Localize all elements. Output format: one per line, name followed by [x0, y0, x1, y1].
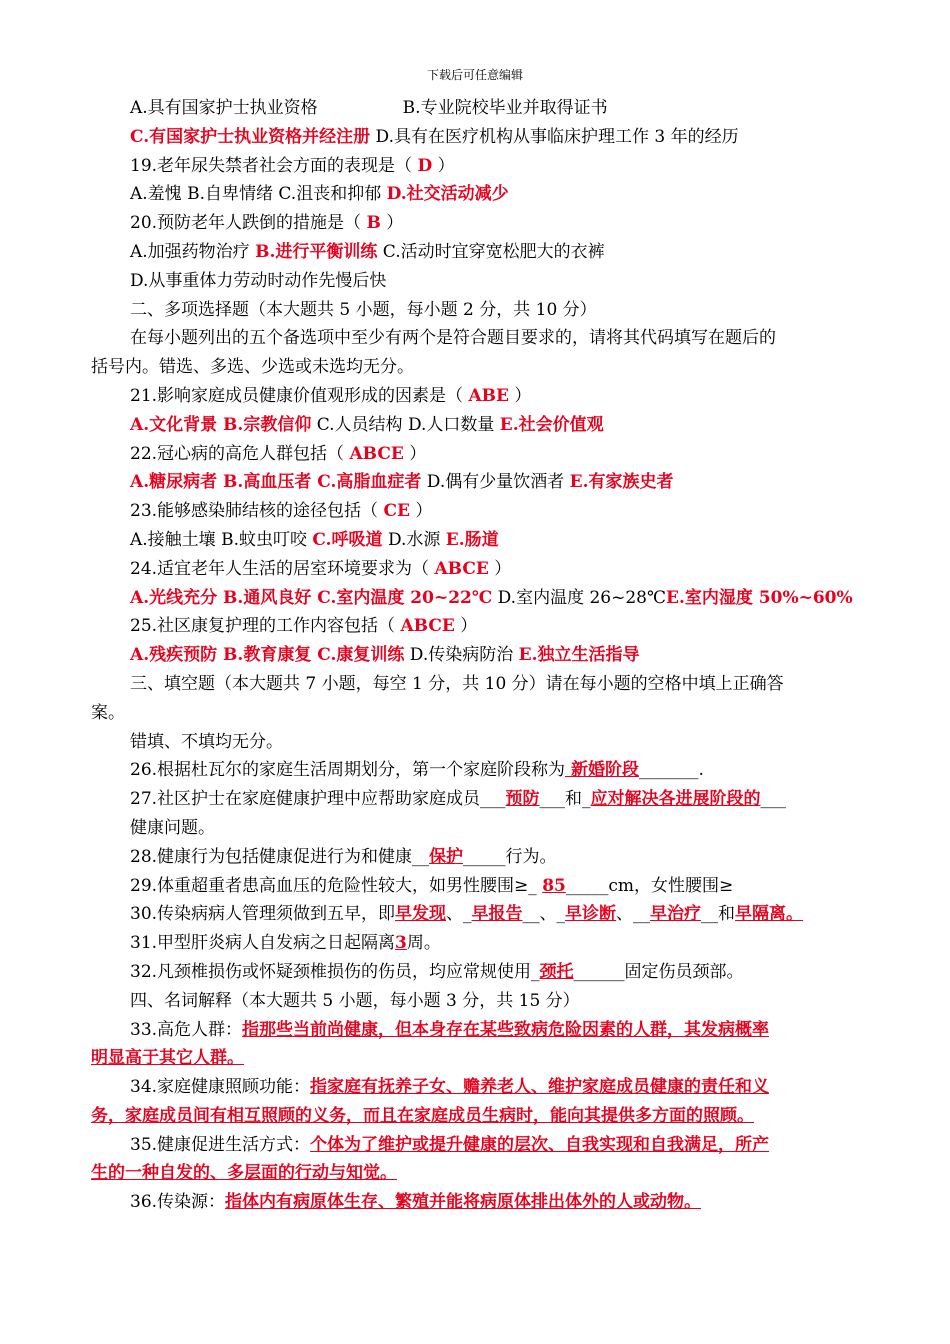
question-text: ___: [539, 789, 566, 810]
answer-text: ABCE: [349, 443, 404, 464]
question-text: _: [531, 961, 540, 982]
text-line: [91, 209, 866, 238]
page-header: 下载后可任意编辑: [426, 68, 523, 82]
answer-text: E.社会价值观: [499, 414, 604, 435]
question-text: 20.预防老年人跌倒的措施是（: [130, 213, 367, 234]
answer-text: D: [417, 155, 433, 176]
answer-text: B: [366, 213, 381, 234]
answer-text: 85: [542, 875, 566, 896]
answer-text: A.光线充分 B.通风良好 C.室内温度 20~22℃: [130, 587, 493, 608]
question-text: 、: [539, 904, 557, 925]
question-text: D.传染病防治: [404, 645, 519, 666]
answer-text: CE: [383, 501, 410, 522]
text-line: [91, 497, 866, 526]
text-line: [91, 555, 866, 584]
question-text: 27.社区护士在家庭健康护理中应帮助家庭成员: [130, 789, 481, 810]
question-text: ___: [760, 789, 787, 810]
question-text: 三、填空题（本大题共 7 小题，每空 1 分，共 10 分）请在每小题的空格中填上正确答: [130, 673, 784, 694]
text-line: [91, 411, 866, 440]
text-line: [91, 123, 866, 152]
text-line: [91, 785, 866, 814]
question-text: 四、名词解释（本大题共 5 小题，每小题 3 分，共 15 分）: [130, 990, 580, 1011]
text-line: [91, 296, 866, 325]
question-text: 32.凡颈椎损伤或怀疑颈椎损伤的伤员，均应常规使用: [130, 961, 532, 982]
answer-text: 早隔离。: [735, 904, 804, 925]
text-line: [91, 641, 866, 670]
answer-text: E.室内湿度 50%~60%: [666, 587, 853, 608]
question-text: D.从事重体力劳动时动作先慢后快: [130, 270, 387, 291]
question-text: 周。: [406, 933, 441, 954]
text-line: [91, 152, 866, 181]
question-text: C.人员结构 D.人口数量: [311, 414, 500, 435]
text-line: [91, 1102, 866, 1131]
answer-text: 指那些当前尚健康，但本身存在某些致病危险因素的人群，其发病概率: [242, 1019, 770, 1040]
question-text: 在每小题列出的五个备选项中至少有两个是符合题目要求的，请将其代码填写在题后的: [130, 328, 776, 349]
text-line: [91, 353, 866, 382]
question-text: _: [582, 789, 591, 810]
question-text: A.羞愧 B.自卑情绪 C.沮丧和抑郁: [130, 184, 387, 205]
question-text: ）: [508, 385, 532, 406]
question-text: A.接触土壤 B.蚊虫叮咬: [130, 529, 313, 550]
question-text: 25.社区康复护理的工作内容包括（: [130, 616, 401, 637]
question-text: ______: [573, 961, 625, 982]
question-text: 二、多项选择题（本大题共 5 小题，每小题 2 分，共 10 分）: [130, 299, 597, 320]
question-text: 案。: [91, 702, 125, 723]
question-text: D.室内温度 26~28℃: [492, 587, 666, 608]
answer-text: 早发现: [395, 904, 447, 925]
answer-text: A.文化背景 B.宗教信仰: [130, 414, 312, 435]
answer-text: ABCE: [400, 616, 455, 637]
text-line: [91, 1044, 866, 1073]
question-text: 和: [565, 789, 583, 810]
question-text: 30.传染病病人管理须做到五早，即: [130, 904, 396, 925]
question-text: _: [463, 904, 472, 925]
text-line: [91, 94, 866, 123]
question-text: 33.高危人群：: [130, 1019, 243, 1040]
answer-text: 务，家庭成员间有相互照顾的义务，而且在家庭成员生病时，能向其提供多方面的照顾。: [91, 1105, 754, 1126]
answer-text: D.社交活动减少: [386, 184, 509, 205]
answer-text: E.有家族史者: [569, 472, 674, 493]
question-text: 36.传染源：: [130, 1192, 226, 1213]
answer-text: 应对解决各进展阶段的: [590, 789, 761, 810]
text-line: [91, 958, 866, 987]
answer-text: 颈托: [539, 961, 574, 982]
answer-text: A.糖尿病者 B.高血压者 C.高脂血症者: [130, 472, 422, 493]
answer-text: 指体内有病原体生存、繁殖并能将病原体排出体外的人或动物。: [225, 1192, 702, 1213]
text-line: [91, 987, 866, 1016]
question-text: 26.根据杜瓦尔的家庭生活周期划分，第一个家庭阶段称为: [130, 760, 566, 781]
text-line: [91, 526, 866, 555]
text-line: [91, 324, 866, 353]
question-text: .: [698, 760, 704, 781]
text-line: [91, 670, 866, 699]
question-text: ）: [454, 616, 478, 637]
text-line: [91, 440, 866, 469]
question-text: 错填、不填均无分。: [130, 731, 283, 752]
question-text: 35.健康促进生活方式：: [130, 1134, 311, 1155]
question-text: 21.影响家庭成员健康价值观形成的因素是（: [130, 385, 469, 406]
text-line: [91, 1016, 866, 1045]
document-body: [91, 94, 866, 1217]
text-line: [91, 814, 866, 843]
question-text: C.活动时宜穿宽松肥大的衣裤: [377, 241, 605, 262]
question-text: __: [633, 904, 651, 925]
answer-text: 3: [395, 933, 407, 954]
question-text: 括号内。错选、多选、少选或未选均无分。: [91, 357, 414, 378]
question-text: 和: [718, 904, 736, 925]
question-text: 31.甲型肝炎病人自发病之日起隔离: [130, 933, 396, 954]
question-text: 22.冠心病的高危人群包括（: [130, 443, 350, 464]
answer-text: ABCE: [434, 558, 489, 579]
text-line: [91, 468, 866, 497]
text-line: [91, 929, 866, 958]
answer-text: 明显高于其它人群。: [91, 1048, 244, 1069]
answer-text: B.进行平衡训练: [255, 241, 378, 262]
text-line: [91, 728, 866, 757]
answer-text: C.有国家护士执业资格并经注册: [130, 126, 371, 147]
question-text: ）: [403, 443, 427, 464]
text-line: [91, 382, 866, 411]
text-line: [91, 238, 866, 267]
answer-text: 早报告: [471, 904, 523, 925]
question-text: cm，女性腰围≥: [608, 875, 734, 896]
text-line: [91, 1159, 866, 1188]
question-text: 29.体重超重者患高血压的危险性较大，如男性腰围≥: [130, 875, 529, 896]
question-text: 24.适宜老年人生活的居室环境要求为（: [130, 558, 435, 579]
question-text: A.具有国家护士执业资格 B.专业院校毕业并取得证书: [130, 98, 608, 118]
text-line: [91, 756, 866, 785]
question-text: D.偶有少量饮酒者: [421, 472, 570, 493]
answer-text: 个体为了维护或提升健康的层次、自我实现和自我满足，所产: [310, 1134, 770, 1155]
text-line: [91, 1073, 866, 1102]
answer-text: 早诊断: [565, 904, 617, 925]
answer-text: 生的一种自发的、多层面的行动与知觉。: [91, 1163, 397, 1184]
question-text: _____: [463, 846, 506, 867]
question-text: ）: [488, 558, 512, 579]
answer-text: 保护: [429, 846, 464, 867]
text-line: [91, 872, 866, 901]
question-text: ）: [380, 213, 404, 234]
question-text: ）: [409, 501, 433, 522]
answer-text: E.肠道: [445, 529, 499, 550]
answer-text: 预防: [505, 789, 540, 810]
question-text: 固定伤员颈部。: [624, 961, 744, 982]
question-text: 健康问题。: [130, 817, 215, 838]
text-line: [91, 900, 866, 929]
question-text: 28.健康行为包括健康促进行为和健康: [130, 846, 413, 867]
question-text: 、: [446, 904, 464, 925]
text-line: [91, 843, 866, 872]
answer-text: 指家庭有抚养子女、赡养老人、维护家庭成员健康的责任和义: [310, 1077, 770, 1098]
answer-text: 新婚阶段: [565, 760, 639, 781]
answer-text: C.呼吸道: [312, 529, 383, 550]
question-text: _: [556, 904, 566, 925]
answer-text: 早治疗: [650, 904, 702, 925]
text-line: [91, 1188, 866, 1217]
question-text: 19.老年尿失禁者社会方面的表现是（: [130, 155, 418, 176]
question-text: _______: [638, 760, 699, 781]
text-line: [91, 584, 866, 613]
text-line: [91, 699, 866, 728]
question-text: __: [412, 846, 430, 867]
question-text: __: [522, 904, 540, 925]
text-line: [91, 1131, 866, 1160]
question-text: D.具有在医疗机构从事临床护理工作 3 年的经历: [370, 126, 739, 147]
question-text: 34.家庭健康照顾功能：: [130, 1077, 311, 1098]
question-text: ）: [432, 155, 455, 176]
text-line: [91, 267, 866, 296]
question-text: _____: [565, 875, 609, 896]
question-text: __: [701, 904, 719, 925]
question-text: 、: [616, 904, 634, 925]
answer-text: E.独立生活指导: [518, 645, 640, 666]
answer-text: ABE: [468, 385, 509, 406]
text-line: [91, 612, 866, 641]
answer-text: A.残疾预防 B.教育康复 C.康复训练: [130, 645, 405, 666]
question-text: 23.能够感染肺结核的途径包括（: [130, 501, 384, 522]
text-line: [91, 180, 866, 209]
question-text: 行为。: [505, 846, 557, 867]
question-text: A.加强药物治疗: [130, 241, 256, 262]
question-text: ___: [480, 789, 506, 810]
question-text: _: [528, 875, 543, 896]
question-text: D.水源: [382, 529, 446, 550]
